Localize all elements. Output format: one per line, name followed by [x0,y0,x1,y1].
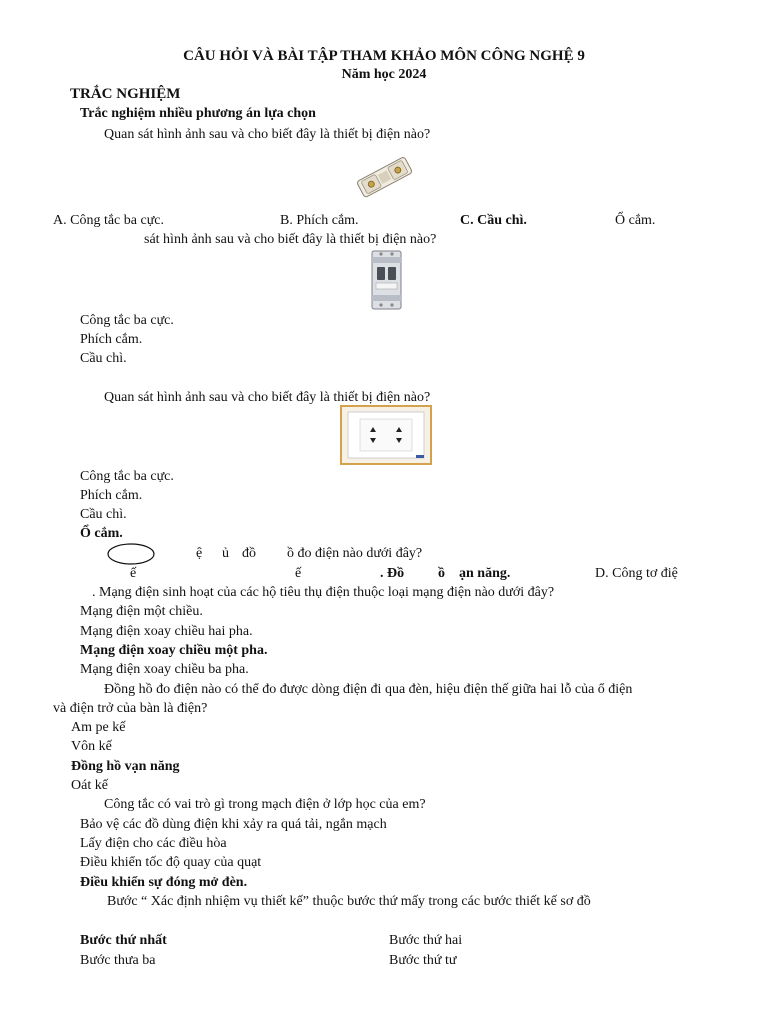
question-6-text-cont: và điện trở của bàn là điện? [53,701,208,716]
oval-annotation [106,542,156,566]
q2-option-b: Phích cắm. [80,332,143,347]
q8-option-b: Bước thứ hai [389,933,463,948]
q6-option-d: Oát kế [71,778,108,793]
page-title: CÂU HỎI VÀ BÀI TẬP THAM KHẢO MÔN CÔNG NGHỆ 9 [183,48,585,64]
q8-option-a: Bước thứ nhất [80,933,167,948]
q7-option-c: Điều khiển tốc độ quay của quạt [80,855,262,870]
q4-option-fragment: ế [295,566,302,581]
q1-option-d: Ổ cắm. [615,213,656,228]
q2-option-c: Cầu chì. [80,351,127,366]
q4-option-fragment: . Đồ [380,566,405,581]
q4-fragment: ệ [196,546,203,561]
q4-option-fragment: ế [130,566,137,581]
question-1-text: Quan sát hình ảnh sau và cho biết đây là thiết bị điện nào? [104,127,431,142]
q1-option-c: C. Cầu chì. [460,213,527,228]
question-2-text: sát hình ảnh sau và cho biết đây là thiết bị điện nào? [144,232,437,247]
section-subheading: Trắc nghiệm nhiều phương án lựa chọn [80,106,316,121]
q5-option-b: Mạng điện xoay chiều hai pha. [80,624,253,639]
question-3-text: Quan sát hình ảnh sau và cho biết đây là thiết bị điện nào? [104,390,431,405]
q5-option-d: Mạng điện xoay chiều ba pha. [80,662,249,677]
question-5-text: . Mạng điện sinh hoạt của các hộ tiêu thụ điện thuộc loại mạng điện nào dưới đây? [92,585,555,600]
q6-option-c: Đồng hồ vạn năng [71,759,180,774]
q8-option-c: Bước thưa ba [80,953,156,968]
q6-option-b: Vôn kế [71,739,112,754]
question-8-text: Bước “ Xác định nhiệm vụ thiết kế” thuộc bước thứ mấy trong các bước thiết kế sơ đồ [107,894,591,909]
q8-option-d: Bước thứ tư [389,953,457,968]
question-6-text: Đồng hồ đo điện nào có thể đo được dòng điện đi qua đèn, hiệu điện thế giữa hai lỗ của ổ điện [104,682,633,697]
q4-option-fragment: ạn năng. [459,566,511,581]
q7-option-b: Lấy điện cho các điều hòa [80,836,227,851]
q1-option-b: B. Phích cắm. [280,213,359,228]
q4-option-fragment: ồ [438,566,445,581]
q1-option-a: A. Công tắc ba cực. [53,213,164,228]
section-heading: TRẮC NGHIỆM [70,86,181,102]
q3-option-d: Ổ cắm. [80,526,123,541]
q7-option-a: Bảo vệ các đồ dùng điện khi xảy ra quá tải, ngắn mạch [80,817,387,832]
q3-option-b: Phích cắm. [80,488,143,503]
q4-fragment: đồ [242,546,256,561]
q4-option-d: D. Công tơ điệ [595,566,678,581]
q5-option-a: Mạng điện một chiều. [80,604,203,619]
power-socket-icon [340,405,432,465]
q4-question-text: ồ đo điện nào dưới đây? [287,546,423,561]
q6-option-a: Am pe kế [71,720,126,735]
q2-option-a: Công tắc ba cực. [80,313,174,328]
circuit-breaker-icon [369,249,404,311]
page-subtitle: Năm học 2024 [341,67,427,82]
q3-option-a: Công tắc ba cực. [80,469,174,484]
fuse-icon [350,150,420,205]
q3-option-c: Cầu chì. [80,507,127,522]
q5-option-c: Mạng điện xoay chiều một pha. [80,643,268,658]
q7-option-d: Điều khiển sự đóng mở đèn. [80,875,248,890]
question-7-text: Công tắc có vai trò gì trong mạch điện ở lớp học của em? [104,797,426,812]
q4-fragment: ủ [222,546,229,561]
